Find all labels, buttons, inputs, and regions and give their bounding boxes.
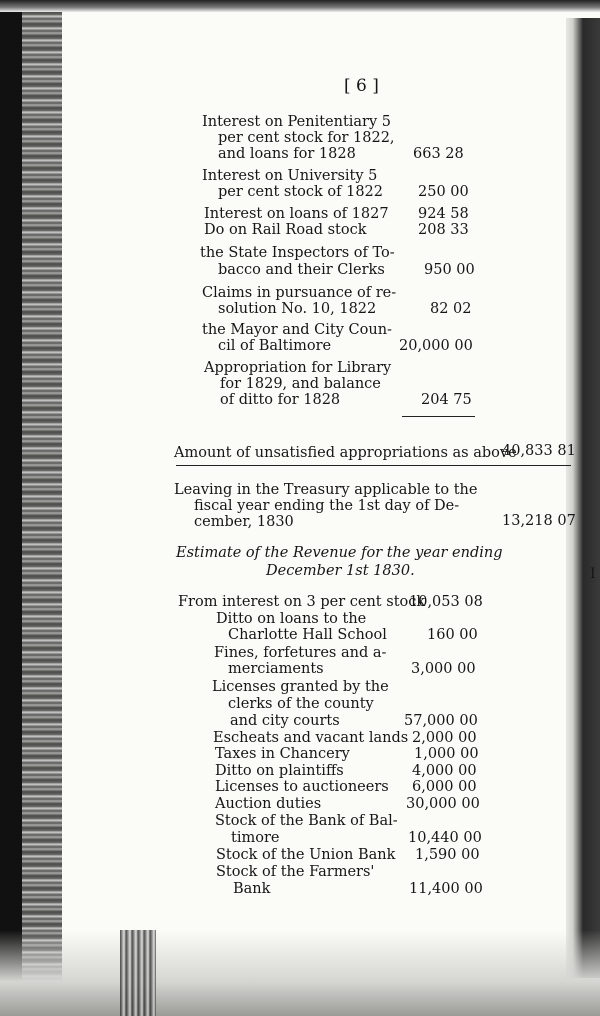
item-amount: 250 00 — [418, 184, 469, 200]
item-label: Stock of the Bank of Bal- — [215, 813, 398, 829]
item-amount: 950 00 — [424, 262, 475, 278]
item-label: the State Inspectors of To- — [200, 245, 395, 261]
scan-edge-left — [0, 0, 22, 1016]
item-label: From interest on 3 per cent stock — [178, 594, 426, 610]
item-label: Appropriation for Library — [204, 360, 392, 376]
estimate-title-line-2: December 1st 1830. — [266, 563, 415, 579]
item-label: Escheats and vacant lands — [213, 730, 409, 746]
item-amount: 6,000 00 — [412, 779, 477, 795]
item-label: Interest on Penitentiary 5 — [202, 114, 392, 130]
item-label: timore — [231, 830, 280, 846]
item-label: Ditto on loans to the — [216, 611, 367, 627]
item-label: Interest on University 5 — [202, 168, 378, 184]
unsatisfied-amount: 40,833 81 — [502, 443, 576, 459]
item-amount: 82 02 — [430, 301, 472, 317]
scan-edge-top — [0, 0, 600, 12]
item-label: Charlotte Hall School — [228, 627, 387, 643]
item-amount: 10,053 08 — [409, 594, 483, 610]
item-label: Fines, forfetures and a- — [214, 645, 387, 661]
item-label: bacco and their Clerks — [218, 262, 385, 278]
item-amount: 20,000 00 — [399, 338, 473, 354]
item-amount: 208 33 — [418, 222, 469, 238]
estimate-title-line-1: Estimate of the Revenue for the year ending — [176, 545, 503, 561]
item-label: solution No. 10, 1822 — [218, 301, 377, 317]
item-amount: 1,000 00 — [414, 746, 479, 762]
scan-shadow-bottom — [0, 930, 600, 1016]
item-amount: 1,590 00 — [415, 847, 480, 863]
total-rule — [402, 416, 475, 417]
item-amount: 11,400 00 — [409, 881, 483, 897]
item-label: Bank — [233, 881, 271, 897]
item-label: of ditto for 1828 — [220, 392, 341, 408]
item-label: clerks of the county — [228, 696, 374, 712]
item-amount: 10,440 00 — [408, 830, 482, 846]
item-amount: 2,000 00 — [412, 730, 477, 746]
item-label: Claims in pursuance of re- — [202, 285, 397, 301]
item-amount: 924 58 — [418, 206, 469, 222]
item-label: and city courts — [230, 713, 340, 729]
page-number: [ 6 ] — [344, 76, 379, 96]
item-label: Auction duties — [215, 796, 322, 812]
item-label: Do on Rail Road stock — [204, 222, 367, 238]
leaving-amount: 13,218 07 — [502, 513, 576, 529]
item-amount: 204 75 — [421, 392, 472, 408]
unsatisfied-label: Amount of unsatisfied appropriations as above — [174, 445, 517, 461]
item-label: Stock of the Union Bank — [216, 847, 396, 863]
scan-margin-right — [566, 18, 600, 978]
item-label: Ditto on plaintiffs — [215, 763, 344, 779]
binding-clip — [120, 930, 156, 1016]
leaving-line-2: fiscal year ending the 1st day of De- — [194, 498, 460, 514]
item-amount: 3,000 00 — [411, 661, 476, 677]
page-edge-fragment: I — [590, 566, 596, 582]
item-label: Licenses granted by the — [212, 679, 389, 695]
unsatisfied-total — [174, 445, 517, 461]
item-amount: 663 28 — [413, 146, 464, 162]
summary-rule — [176, 465, 571, 466]
item-amount: 30,000 00 — [406, 796, 480, 812]
item-amount: 160 00 — [427, 627, 478, 643]
item-label: for 1829, and balance — [220, 376, 381, 392]
item-amount: 4,000 00 — [412, 763, 477, 779]
leaving-line-1: Leaving in the Treasury applicable to the — [174, 482, 478, 498]
item-label: Stock of the Farmers' — [216, 864, 375, 880]
item-label: Interest on loans of 1827 — [204, 206, 389, 222]
item-label: merciaments — [228, 661, 324, 677]
item-label: and loans for 1828 — [218, 146, 356, 162]
item-label: Licenses to auctioneers — [215, 779, 389, 795]
item-label: the Mayor and City Coun- — [202, 322, 392, 338]
item-label: per cent stock of 1822 — [218, 184, 384, 200]
leaving-line-3: cember, 1830 — [194, 514, 294, 530]
item-amount: 57,000 00 — [404, 713, 478, 729]
item-label: cil of Baltimore — [218, 338, 332, 354]
item-label: per cent stock for 1822, — [218, 130, 395, 146]
item-label: Taxes in Chancery — [215, 746, 350, 762]
